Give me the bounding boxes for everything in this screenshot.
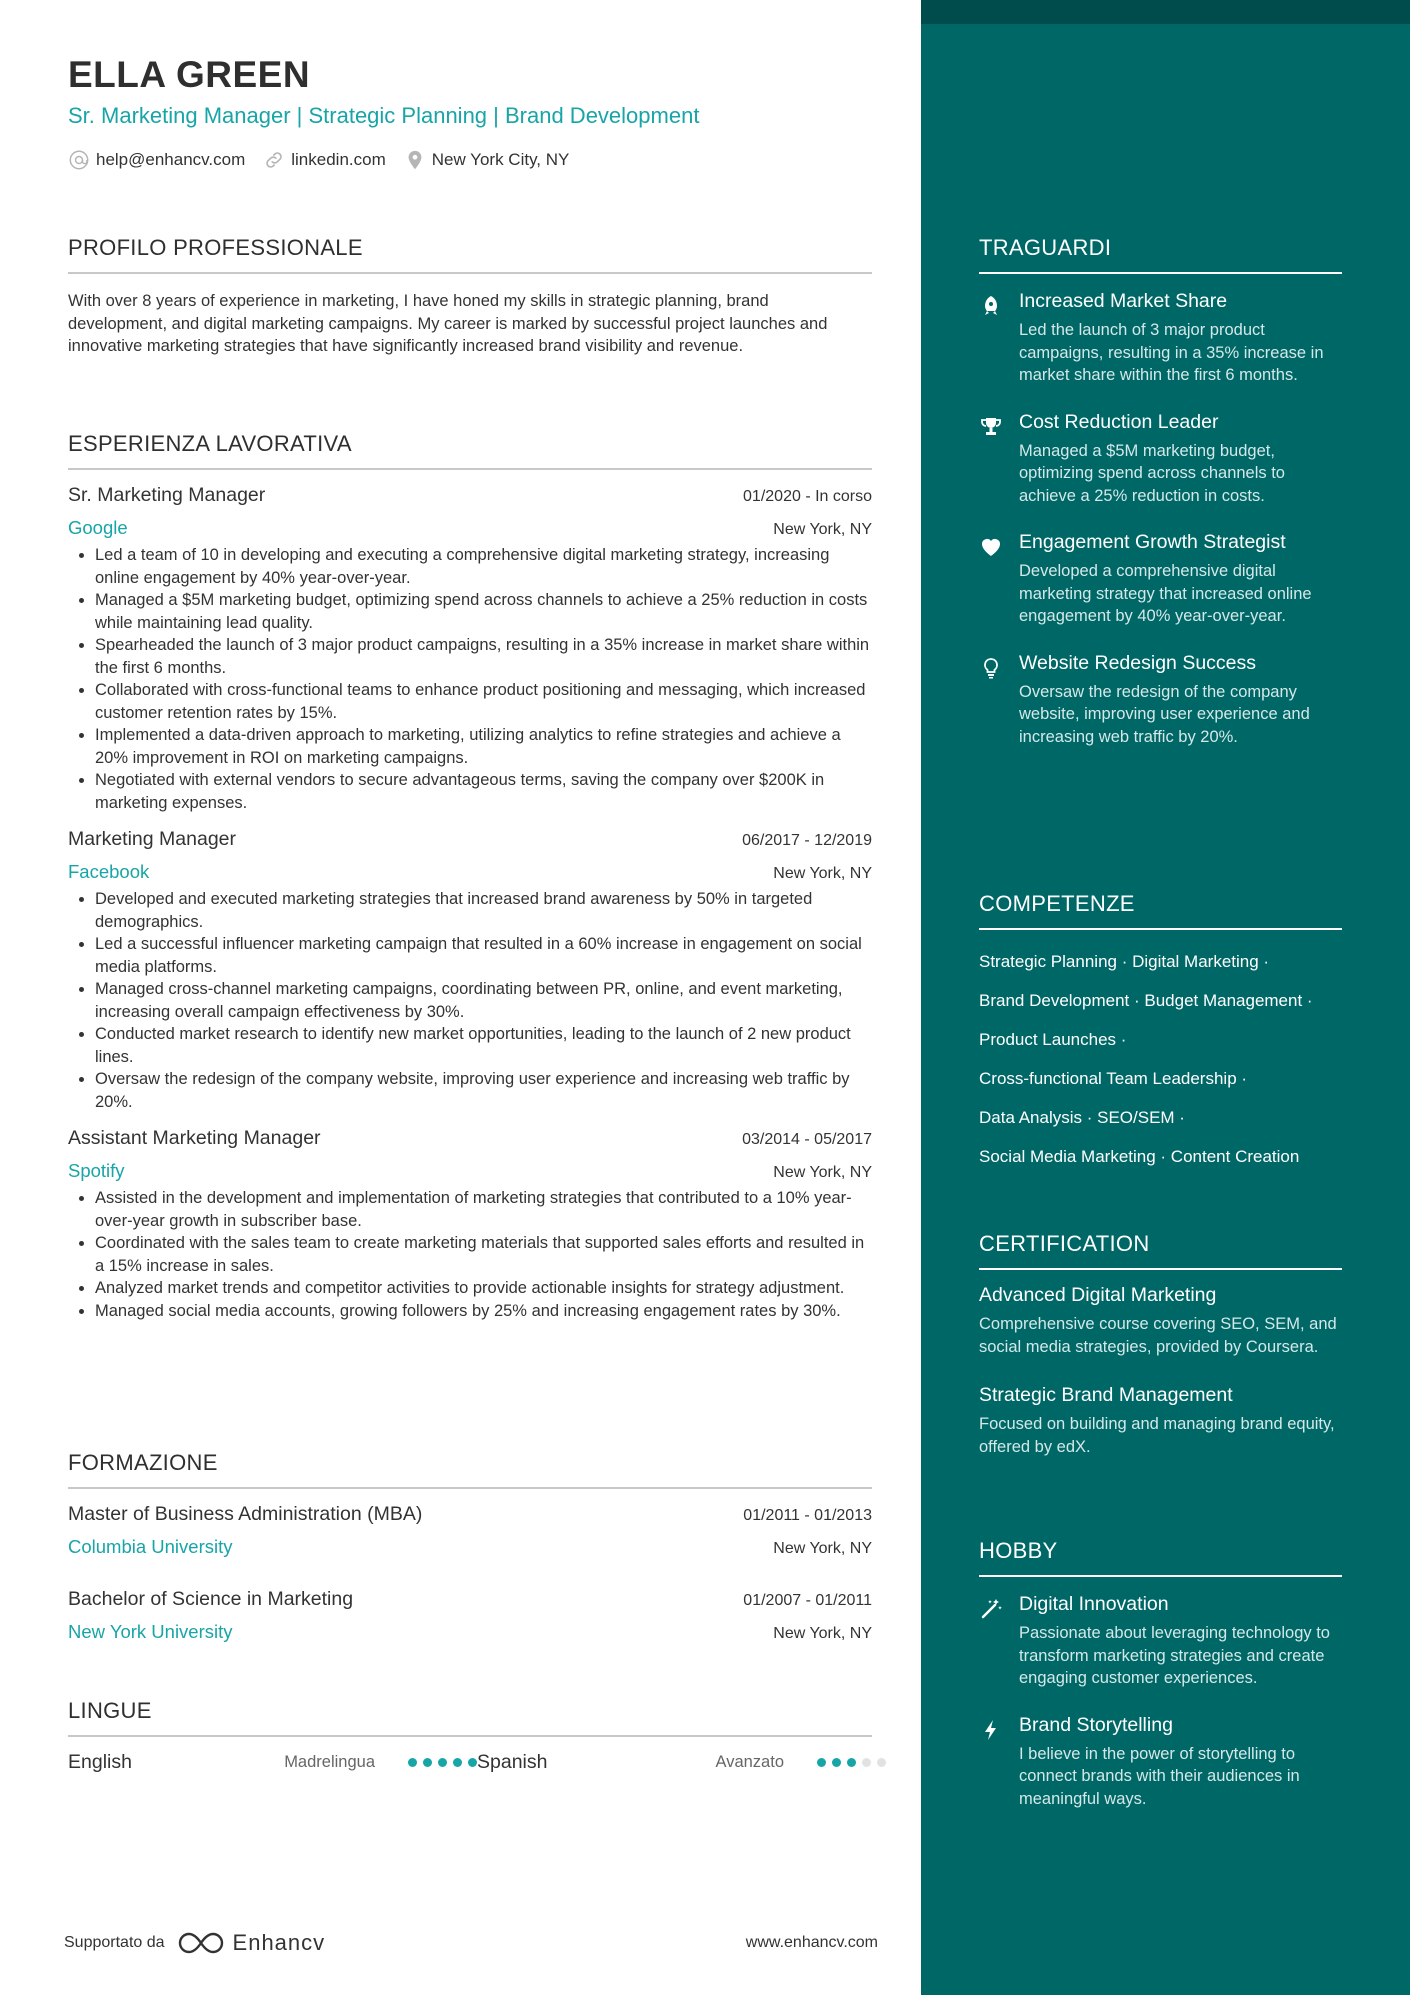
job-bullet: • Analyzed market trends and competitor activities to provide actionable insights for strategy adjustment. (95, 1277, 872, 1300)
job-bullet: • Assisted in the development and implementation of marketing strategies that contributed to a 10% year-over-year growth in subscriber base. (95, 1187, 872, 1232)
language-name: English (68, 1751, 132, 1773)
candidate-name: ELLA GREEN (68, 54, 311, 95)
job-bullet: • Negotiated with external vendors to secure advantageous terms, saving the company over $200K in marketing expenses. (95, 769, 872, 814)
education-date: 01/2007 - 01/2011 (743, 1592, 872, 1609)
job-bullet: • Implemented a data-driven approach to marketing, utilizing analytics to refine strategies and achieve a 20% improvement in ROI on marketing campaigns. (95, 724, 872, 769)
language-name: Spanish (477, 1751, 548, 1773)
email-text: help@enhancv.com (96, 150, 246, 169)
job-date: 06/2017 - 12/2019 (742, 832, 872, 849)
education-location: New York, NY (773, 1540, 872, 1557)
job-bullet: • Coordinated with the sales team to create marketing materials that supported sales efforts and resulted in a 15% increase in sales. (95, 1232, 872, 1277)
lightning-icon (979, 1718, 1003, 1742)
hobby-item (979, 1714, 1342, 1811)
language-rating (408, 1758, 477, 1767)
skill-line: Brand Development · Budget Management · (979, 991, 1313, 1010)
job-entry (68, 484, 872, 814)
job-role: Marketing Manager (68, 828, 236, 850)
achievement-desc: Managed a $5M marketing budget, optimizing spend across channels to achieve a 25% reduction in costs. (1019, 441, 1285, 505)
rating-dot-filled (817, 1758, 826, 1767)
languages-title: LINGUE (68, 1698, 872, 1737)
certification-section (979, 1231, 1342, 1458)
certification-item (979, 1284, 1342, 1358)
achievement-item (979, 411, 1342, 508)
hobby-name: Brand Storytelling (1019, 1713, 1173, 1736)
job-bullet: • Managed cross-channel marketing campaigns, coordinating between PR, online, and event marketing, increasing overall campaign effectiveness by 30%. (95, 978, 872, 1023)
achievement-desc: Led the launch of 3 major product campaigns, resulting in a 35% increase in market share within the first 6 months. (1019, 321, 1324, 384)
certification-name: Advanced Digital Marketing (979, 1284, 1217, 1306)
job-bullet: • Collaborated with cross-functional teams to enhance product positioning and messaging, which increased customer retention rates by 15%. (95, 679, 872, 724)
link-icon (263, 149, 285, 171)
job-role: Assistant Marketing Manager (68, 1127, 321, 1149)
contact-location (404, 149, 570, 171)
contact-row (68, 149, 569, 171)
achievement-desc: Oversaw the redesign of the company website, improving user experience and increasing web traffic by 20%. (1019, 682, 1310, 746)
language-item (477, 1751, 886, 1774)
job-bullets (68, 1187, 872, 1322)
achievements-section (979, 235, 1342, 748)
rating-dot-empty (877, 1758, 886, 1767)
achievement-title: Engagement Growth Strategist (1019, 531, 1286, 553)
achievement-item (979, 652, 1342, 749)
language-rating (817, 1758, 886, 1767)
job-company: Google (68, 517, 128, 538)
certification-name: Strategic Brand Management (979, 1384, 1233, 1406)
school: Columbia University (68, 1536, 233, 1557)
job-location: New York, NY (773, 1164, 872, 1181)
magic-wand-icon (979, 1597, 1003, 1621)
hobby-section (979, 1538, 1342, 1810)
lightbulb-icon (979, 656, 1003, 680)
heart-icon (979, 535, 1003, 559)
certification-title: CERTIFICATION (979, 1231, 1342, 1270)
education-title: FORMAZIONE (68, 1450, 872, 1489)
skill-line: Cross-functional Team Leadership · (979, 1069, 1248, 1088)
rating-dot-filled (468, 1758, 477, 1767)
achievement-desc: Developed a comprehensive digital marketing strategy that increased online engagement by 40% year-over-year. (1019, 562, 1312, 625)
footer-support (64, 1930, 325, 1956)
job-location: New York, NY (773, 865, 872, 882)
skill-line: Social Media Marketing · Content Creation (979, 1147, 1300, 1166)
achievement-title: Cost Reduction Leader (1019, 410, 1219, 433)
job-bullet: • Spearheaded the launch of 3 major product campaigns, resulting in a 35% increase in market share within the first 6 months. (95, 634, 872, 679)
achievement-title: Increased Market Share (1019, 290, 1228, 312)
at-icon (68, 149, 90, 171)
skill-line: Data Analysis · SEO/SEM · (979, 1108, 1185, 1127)
certification-item (979, 1384, 1342, 1458)
job-bullet: • Managed social media accounts, growing followers by 25% and increasing engagement rates by 30%. (95, 1300, 872, 1323)
job-bullet: • Managed a $5M marketing budget, optimizing spend across channels to achieve a 25% reduction in costs while maintaining lead quality. (95, 589, 872, 634)
contact-email[interactable] (68, 149, 245, 171)
experience-title: ESPERIENZA LAVORATIVA (68, 431, 872, 470)
job-entry (68, 828, 872, 1113)
job-bullet: • Developed and executed marketing strategies that increased brand awareness by 50% in targeted demographics. (95, 888, 872, 933)
job-bullets (68, 888, 872, 1113)
hobby-desc: I believe in the power of storytelling to connect brands with their audiences in meaningful ways. (1019, 1744, 1300, 1808)
enhancv-logo[interactable] (177, 1930, 326, 1956)
degree: Master of Business Administration (MBA) (68, 1503, 423, 1525)
language-level: Avanzato (715, 1753, 784, 1771)
footer-website[interactable]: www.enhancv.com (745, 1934, 878, 1951)
location-text: New York City, NY (431, 150, 570, 169)
skills-title: COMPETENZE (979, 891, 1342, 930)
rating-dot-filled (438, 1758, 447, 1767)
skills-list (979, 942, 1342, 1176)
supported-by-text: Supportato da (64, 1934, 165, 1951)
language-item (68, 1751, 477, 1774)
skill-line: Strategic Planning · Digital Marketing · (979, 952, 1270, 971)
footer (64, 1930, 878, 1956)
sidebar-top-bar (921, 0, 1410, 24)
job-bullet: • Led a team of 10 in developing and executing a comprehensive digital marketing strategy, increasing online engagement by 40% year-over-year. (95, 544, 872, 589)
job-company: Facebook (68, 861, 150, 882)
hobby-title: HOBBY (979, 1538, 1342, 1577)
education-date: 01/2011 - 01/2013 (743, 1507, 872, 1524)
certification-desc: Focused on building and managing brand equity, offered by edX. (979, 1415, 1335, 1456)
job-company: Spotify (68, 1160, 125, 1181)
trophy-icon (979, 415, 1003, 439)
skill-line: Product Launches · (979, 1030, 1127, 1049)
languages-section (68, 1698, 872, 1774)
education-section (68, 1450, 872, 1643)
rating-dot-empty (862, 1758, 871, 1767)
job-bullet: • Oversaw the redesign of the company website, improving user experience and increasing web traffic by 20%. (95, 1068, 872, 1113)
language-level: Madrelingua (284, 1753, 375, 1771)
rating-dot-filled (423, 1758, 432, 1767)
job-entry (68, 1127, 872, 1322)
skills-section (979, 891, 1342, 1176)
achievements-title: TRAGUARDI (979, 235, 1342, 274)
hobby-name: Digital Innovation (1019, 1593, 1169, 1615)
education-entry (68, 1588, 872, 1643)
rating-dot-filled (832, 1758, 841, 1767)
school: New York University (68, 1621, 233, 1642)
hobby-desc: Passionate about leveraging technology to transform marketing strategies and create engaging customer experiences. (1019, 1624, 1330, 1687)
languages-row (68, 1751, 872, 1774)
rating-dot-filled (453, 1758, 462, 1767)
sidebar (921, 0, 1410, 1995)
link-text: linkedin.com (291, 150, 386, 169)
infinity-logo-icon (177, 1930, 225, 1956)
job-location: New York, NY (773, 521, 872, 538)
education-location: New York, NY (773, 1625, 872, 1642)
job-bullet: • Led a successful influencer marketing campaign that resulted in a 60% increase in engagement on social media platforms. (95, 933, 872, 978)
brand-name: Enhancv (232, 1930, 326, 1955)
contact-link[interactable] (263, 149, 386, 171)
profile-summary: With over 8 years of experience in marketing, I have honed my skills in strategic planning, brand development, and digital marketing campaigns. My career is marked by successful project launches and innovative marketing strategies that have significantly increased brand visibility and revenue. (68, 292, 828, 355)
degree: Bachelor of Science in Marketing (68, 1588, 354, 1610)
rating-dot-filled (847, 1758, 856, 1767)
job-date: 03/2014 - 05/2017 (742, 1131, 872, 1148)
candidate-tagline: Sr. Marketing Manager | Strategic Planning | Brand Development (68, 103, 700, 128)
certification-desc: Comprehensive course covering SEO, SEM, and social media strategies, provided by Coursera. (979, 1315, 1337, 1356)
profile-title: PROFILO PROFESSIONALE (68, 235, 872, 274)
education-entry (68, 1503, 872, 1558)
job-role: Sr. Marketing Manager (68, 484, 266, 506)
achievement-item (979, 531, 1342, 628)
achievement-title: Website Redesign Success (1019, 651, 1257, 674)
job-bullets (68, 544, 872, 814)
hobby-item (979, 1593, 1342, 1690)
achievement-item (979, 290, 1342, 387)
rocket-icon (979, 294, 1003, 318)
location-pin-icon (404, 149, 426, 171)
job-bullet: • Conducted market research to identify new market opportunities, leading to the launch of 2 new product lines. (95, 1023, 872, 1068)
job-date: 01/2020 - In corso (743, 488, 872, 505)
rating-dot-filled (408, 1758, 417, 1767)
profile-section (68, 235, 872, 358)
experience-section (68, 431, 872, 1322)
